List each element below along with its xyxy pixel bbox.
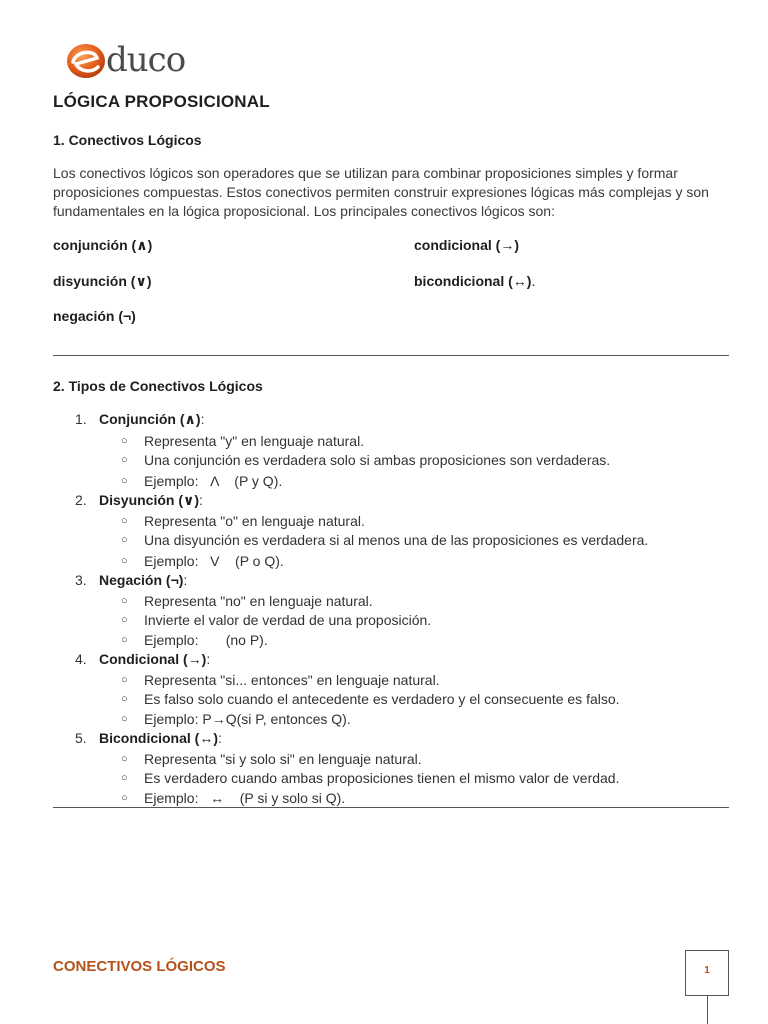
list-item-title: Negación (¬) — [99, 572, 184, 588]
list-item-colon: : — [199, 492, 203, 508]
connective-bicondicional-punct: . — [531, 273, 536, 289]
hollow-circle-bullet-icon: ○ — [121, 475, 128, 487]
bullet-text: Representa "si y solo si" en lenguaje natural. — [144, 751, 422, 767]
list-item-number: 1. — [75, 411, 87, 427]
connective-disyuncion: disyunción (∨) — [53, 273, 152, 289]
logo-text: duco — [106, 40, 186, 80]
divider — [53, 807, 729, 808]
list-bullet — [53, 710, 733, 729]
section1-paragraph: Los conectivos lógicos son operadores que se utilizan para combinar proposiciones simples y formar proposiciones compuestas. Estos conectivos permiten construir expresiones lógicas más complejas y son fundamentales en la lógica proposicional. Los principales conectivos lógicos son: — [53, 165, 709, 219]
list-item — [53, 410, 733, 429]
list-bullet — [53, 631, 733, 650]
hollow-circle-bullet-icon: ○ — [121, 515, 128, 527]
list-item-colon: : — [218, 730, 222, 746]
hollow-circle-bullet-icon: ○ — [121, 792, 128, 804]
hollow-circle-bullet-icon: ○ — [121, 595, 128, 607]
bullet-text: Representa "no" en lenguaje natural. — [144, 593, 373, 609]
list-bullet — [53, 769, 733, 788]
section2-heading: 2. Tipos de Conectivos Lógicos — [53, 378, 263, 394]
list-item — [53, 650, 733, 669]
list-bullet — [53, 690, 733, 709]
list-item-title-wrap — [99, 571, 187, 590]
list-item-colon: : — [206, 651, 211, 667]
bullet-text: Una disyunción es verdadera si al menos una de las proposiciones es verdadera. — [144, 532, 649, 548]
bullet-text: Ejemplo: (no P). — [144, 632, 268, 648]
bullet-text: Representa "o" en lenguaje natural. — [144, 513, 365, 529]
list-item-colon: : — [200, 411, 205, 427]
list-item-title-wrap — [99, 650, 210, 669]
bullet-text: Es verdadero cuando ambas proposiciones tienen el mismo valor de verdad. — [144, 770, 620, 786]
connective-negacion: negación (¬) — [53, 308, 136, 324]
list-item — [53, 571, 733, 590]
list-bullet — [53, 611, 733, 630]
educo-e-logo-icon — [64, 38, 110, 82]
connectives-list — [53, 410, 733, 808]
document-title: LÓGICA PROPOSICIONAL — [53, 92, 270, 111]
hollow-circle-bullet-icon: ○ — [121, 435, 128, 447]
footer-title: CONECTIVOS LÓGICOS — [53, 958, 226, 975]
list-bullet — [53, 432, 733, 451]
hollow-circle-bullet-icon: ○ — [121, 614, 128, 626]
page-number: 1 — [704, 965, 710, 976]
bullet-text: Invierte el valor de verdad de una proposición. — [144, 612, 432, 628]
list-bullet — [53, 552, 733, 571]
hollow-circle-bullet-icon: ○ — [121, 674, 128, 686]
list-item-number: 5. — [75, 730, 87, 746]
hollow-circle-bullet-icon: ○ — [121, 753, 128, 765]
hollow-circle-bullet-icon: ○ — [121, 555, 128, 567]
list-bullet — [53, 451, 733, 470]
list-item — [53, 729, 733, 748]
page-number-box — [685, 950, 729, 996]
educo-logo — [64, 38, 188, 82]
list-item-title-wrap — [99, 729, 222, 748]
connective-condicional: condicional (→) — [414, 237, 519, 253]
page-number-line — [707, 995, 708, 1024]
bullet-text: Representa "si... entonces" en lenguaje natural. — [144, 672, 440, 688]
hollow-circle-bullet-icon: ○ — [121, 772, 128, 784]
list-bullet — [53, 531, 733, 550]
list-item-title: Bicondicional (↔) — [99, 730, 218, 746]
bullet-text: Es falso solo cuando el antecedente es verdadero y el consecuente es falso. — [144, 691, 620, 707]
list-item-number: 3. — [75, 572, 87, 588]
hollow-circle-bullet-icon: ○ — [121, 693, 128, 705]
bullet-text: Ejemplo: V (P o Q). — [144, 553, 284, 569]
list-item-colon: : — [183, 572, 188, 588]
connective-bicondicional: bicondicional (↔) — [414, 273, 532, 289]
hollow-circle-bullet-icon: ○ — [121, 454, 128, 466]
list-bullet — [53, 512, 733, 531]
bullet-text: Una conjunción es verdadera solo si ambas proposiciones son verdaderas. — [144, 452, 611, 468]
section1-heading: 1. Conectivos Lógicos — [53, 132, 202, 148]
list-bullet — [53, 750, 733, 769]
list-bullet — [53, 789, 733, 808]
list-bullet — [53, 472, 733, 491]
bullet-text: Ejemplo: ↔ (P si y solo si Q). — [144, 790, 346, 806]
hollow-circle-bullet-icon: ○ — [121, 713, 128, 725]
list-item-title: Conjunción (∧) — [99, 411, 201, 427]
bullet-text: Ejemplo: Λ (P y Q). — [144, 473, 283, 489]
bullet-text: Ejemplo: P→Q(si P, entonces Q). — [144, 711, 351, 727]
list-item-number: 4. — [75, 651, 87, 667]
list-item-title-wrap — [99, 410, 204, 429]
list-item-title-wrap — [99, 491, 203, 510]
connective-conjuncion: conjunción (∧) — [53, 237, 153, 253]
list-bullet — [53, 592, 733, 611]
hollow-circle-bullet-icon: ○ — [121, 534, 128, 546]
divider — [53, 355, 729, 356]
list-item-number: 2. — [75, 492, 87, 508]
list-item — [53, 491, 733, 510]
list-item-title: Disyunción (∨) — [99, 492, 200, 508]
bullet-text: Representa "y" en lenguaje natural. — [144, 433, 365, 449]
list-bullet — [53, 671, 733, 690]
connective-bicondicional-wrap — [414, 273, 535, 289]
hollow-circle-bullet-icon: ○ — [121, 634, 128, 646]
list-item-title: Condicional (→) — [99, 651, 207, 667]
